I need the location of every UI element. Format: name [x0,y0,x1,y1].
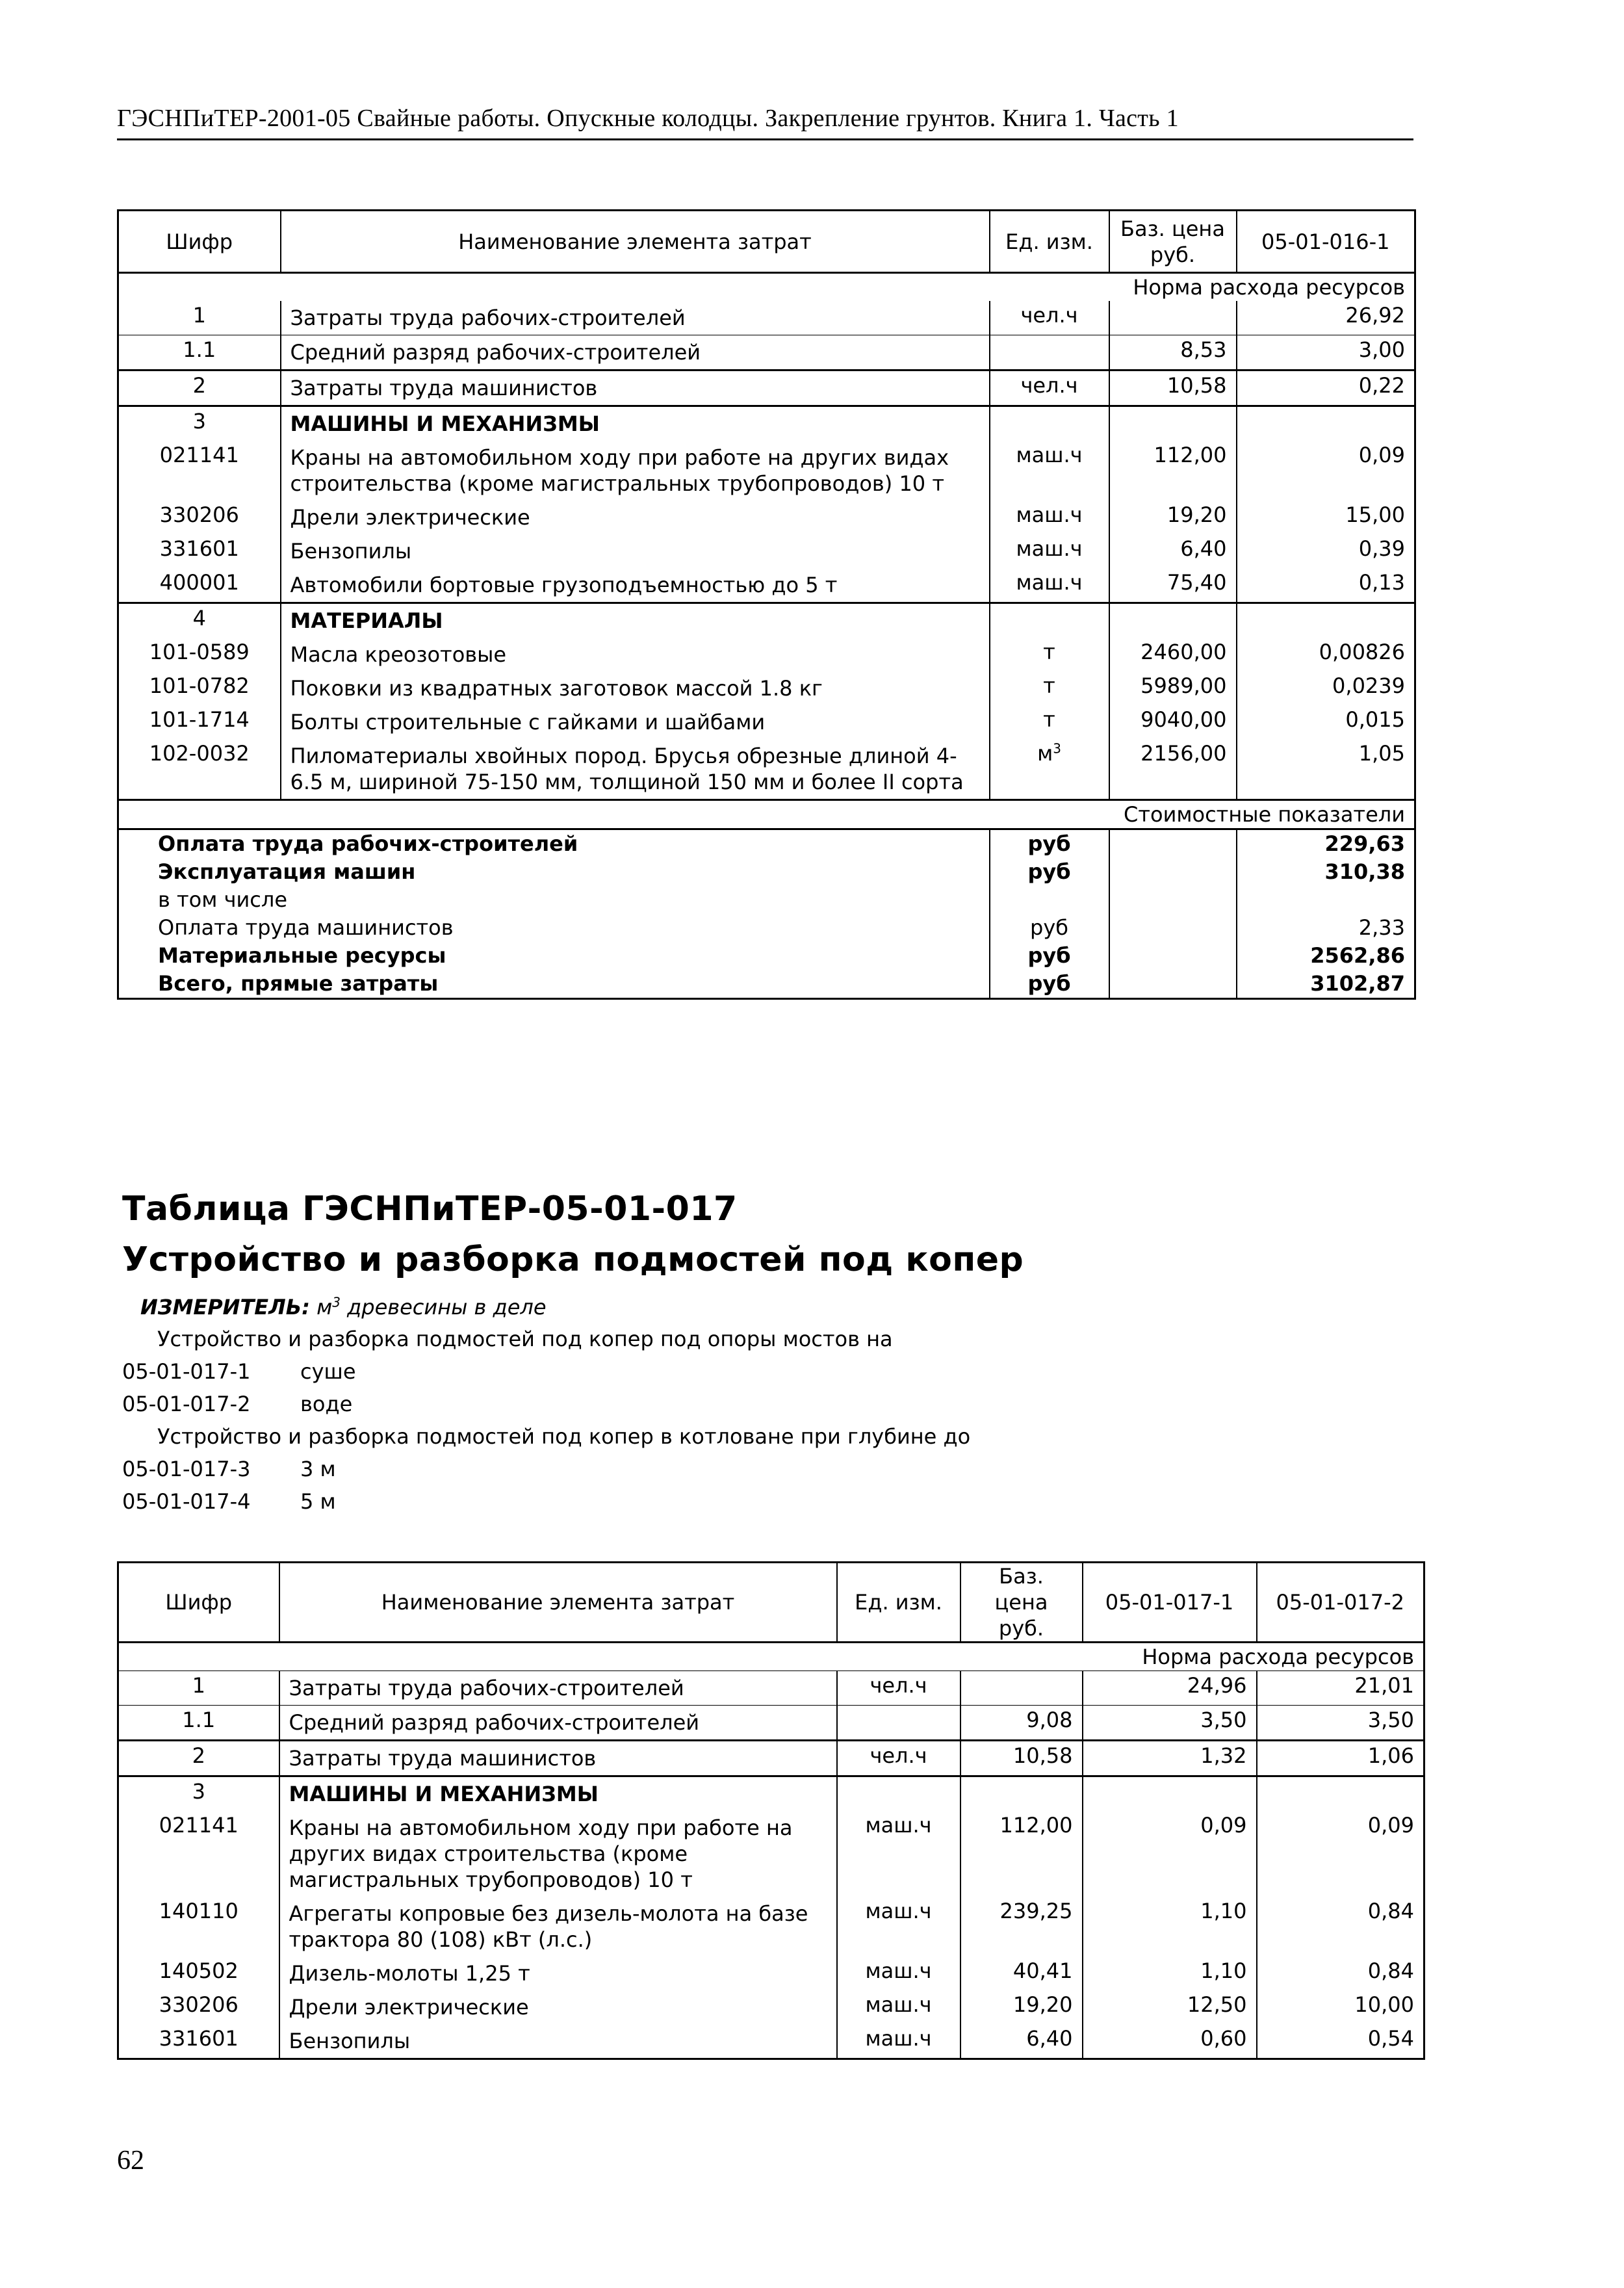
unit-sup: 3 [1053,740,1061,757]
row-name: Дизель-молоты 1,25 т [279,1956,837,1990]
row-unit: чел.ч [837,1671,960,1706]
row-name: Краны на автомобильном ходу при работе на других видах строительства (кроме магистральных трубопроводов) 10 т [279,1811,837,1897]
table-header-row [118,1563,1424,1643]
row-value-1: 12,50 [1083,1990,1257,2024]
cost-price [1109,914,1237,942]
row-price: 10,58 [1109,370,1237,406]
unit-text: т [1043,673,1055,698]
row-code: 021141 [159,1813,238,1838]
row-name: Автомобили бортовые грузоподъемностью до 5 т [281,568,990,603]
row-value [1237,406,1415,441]
cost-value [1237,886,1415,914]
row-code: 2 [118,1741,279,1776]
cost-unit: руб [990,829,1109,859]
row-code: 140502 [159,1958,238,1983]
norm-table-05-01-017 [117,1561,1425,2060]
row-unit [990,370,1109,406]
row-code: 101-0589 [149,640,250,664]
row-unit [990,705,1109,739]
row-value: 15,00 [1237,500,1415,534]
row-price: 112,00 [1109,441,1237,500]
unit-text: т [1043,640,1055,664]
cost-unit: руб [990,970,1109,999]
row-price: 6,40 [960,2024,1083,2059]
row-code: 330206 [159,502,239,527]
row-code: 400001 [159,570,239,595]
row-code: 330206 [159,1992,238,2017]
cost-value: 3102,87 [1237,970,1415,999]
cost-row [118,858,1415,886]
row-code: 102-0032 [149,741,250,766]
row-code: 331601 [118,2024,279,2059]
unit-text: маш.ч [1016,443,1083,467]
col-code-header: Шифр [118,1563,279,1643]
unit-text: чел.ч [1020,303,1078,328]
table-row [118,568,1415,603]
cost-value: 2,33 [1237,914,1415,942]
row-unit [990,500,1109,534]
row-name: Затраты труда рабочих-строителей [281,301,990,335]
cost-name: Материальные ресурсы [158,943,446,968]
item-code: 05-01-017-4 [122,1489,251,1514]
norms-label-row [118,1643,1424,1671]
table-row [118,500,1415,534]
row-code: 101-0782 [149,673,250,698]
col-norm2-header: 05-01-017-2 [1257,1563,1424,1643]
row-value-1: 3,50 [1083,1706,1257,1741]
row-value-2: 0,84 [1257,1897,1424,1956]
table-row [118,739,1415,800]
col-price-header: Баз. цена руб. [1109,211,1237,273]
row-value-1: 0,09 [1083,1811,1257,1897]
row-unit [990,406,1109,441]
item-code: 05-01-017-1 [122,1359,251,1384]
row-code: 2 [118,370,281,406]
measure-label: ИЗМЕРИТЕЛЬ: [140,1295,310,1320]
row-price: 40,41 [960,1956,1083,1990]
measure-rest: древесины в деле [347,1295,547,1320]
row-value-1: 1,10 [1083,1956,1257,1990]
cost-price [1109,970,1237,999]
row-value: 0,39 [1237,534,1415,568]
unit-text: маш.ч [1016,536,1083,561]
col-unit-header: Ед. изм. [990,211,1109,273]
table-row [118,1990,1424,2024]
row-code: 3 [118,1776,279,1812]
cost-price [1109,858,1237,886]
table-row [118,1811,1424,1897]
row-price [1109,603,1237,638]
row-unit [837,1706,960,1741]
row-value: 1,05 [1237,739,1415,800]
cost-unit: руб [990,914,1109,942]
table-body [118,301,1415,800]
table-row [118,671,1415,705]
table-row [118,441,1415,500]
row-unit: маш.ч [837,1956,960,1990]
row-unit [990,301,1109,335]
cost-row [118,829,1415,859]
table-title: Таблица ГЭСНПиТЕР-05-01-017 [122,1190,738,1228]
row-unit [990,534,1109,568]
unit-text: чел.ч [1020,373,1078,398]
cost-price [1109,829,1237,859]
col-norm1-header: 05-01-017-1 [1083,1563,1257,1643]
table-row [118,301,1415,335]
row-unit [990,739,1109,800]
row-price: 9,08 [960,1706,1083,1741]
cost-row [118,942,1415,970]
row-value: 0,015 [1237,705,1415,739]
row-code: 1.1 [118,335,281,370]
table-row [118,534,1415,568]
row-price: 10,58 [960,1741,1083,1776]
cost-value: 2562,86 [1237,942,1415,970]
row-code: 1.1 [118,1706,279,1741]
measure-sup: 3 [332,1294,341,1310]
table-row [118,638,1415,671]
table-header-row [118,211,1415,273]
cost-unit: руб [990,942,1109,970]
cost-row [118,970,1415,999]
cost-unit: руб [990,858,1109,886]
group1-text: Устройство и разборка подмостей под копер под опоры мостов на [157,1327,893,1351]
cost-row [118,886,1415,914]
row-price: 2156,00 [1109,739,1237,800]
table-row [118,603,1415,638]
table-row [118,370,1415,406]
row-unit [837,1776,960,1812]
item-code: 05-01-017-3 [122,1457,251,1481]
row-name: Поковки из квадратных заготовок массой 1.8 кг [281,671,990,705]
row-value: 26,92 [1237,301,1415,335]
row-name: Пиломатериалы хвойных пород. Брусья обрезные длиной 4-6.5 м, шириной 75-150 мм, толщиной 150 мм и более II сорта [281,739,990,800]
row-price [960,1671,1083,1706]
norms-label: Норма расхода ресурсов [1133,275,1405,300]
group2-text: Устройство и разборка подмостей под копер в котловане при глубине до [157,1424,971,1449]
row-value [1237,603,1415,638]
table-row [118,1897,1424,1956]
unit-text: маш.ч [1016,570,1083,595]
row-name: Бензопилы [281,534,990,568]
measure-line [140,1295,547,1320]
page-number: 62 [117,2146,144,2176]
row-code: 331601 [159,536,239,561]
item-text: 3 м [300,1457,336,1481]
row-unit: маш.ч [837,1811,960,1897]
row-value-2: 0,54 [1257,2024,1424,2059]
row-unit: маш.ч [837,2024,960,2059]
table-row [118,1741,1424,1776]
row-value-1: 1,10 [1083,1897,1257,1956]
col-name-header: Наименование элемента затрат [279,1563,837,1643]
row-name: Затраты труда машинистов [279,1741,837,1776]
row-value: 0,09 [1237,441,1415,500]
row-value: 0,13 [1237,568,1415,603]
col-norm-header: 05-01-016-1 [1237,211,1415,273]
row-value-1: 1,32 [1083,1741,1257,1776]
row-name: Дрели электрические [281,500,990,534]
row-unit [990,671,1109,705]
row-unit [990,441,1109,500]
row-value-2: 10,00 [1257,1990,1424,2024]
row-value-2: 0,84 [1257,1956,1424,1990]
table-row [118,1706,1424,1741]
row-unit: маш.ч [837,1897,960,1956]
row-code: 4 [118,603,281,638]
row-value-2: 1,06 [1257,1741,1424,1776]
row-price: 239,25 [960,1897,1083,1956]
row-name: Затраты труда рабочих-строителей [279,1671,837,1706]
row-code: 3 [118,406,281,441]
row-value: 0,00826 [1237,638,1415,671]
row-value: 0,0239 [1237,671,1415,705]
cost-unit [990,886,1109,914]
row-name: Агрегаты копровые без дизель-молота на базе трактора 80 (108) кВт (л.с.) [279,1897,837,1956]
row-value-2 [1257,1776,1424,1812]
item-code: 05-01-017-2 [122,1392,251,1416]
row-code: 101-1714 [149,707,250,732]
cost-price [1109,886,1237,914]
row-value-1 [1083,1776,1257,1812]
running-header: ГЭСНПиТЕР-2001-05 Свайные работы. Опускные колодцы. Закрепление грунтов. Книга 1. Часть 1 [117,105,1179,132]
item-text: 5 м [300,1489,336,1514]
unit-text: т [1043,707,1055,732]
row-value: 3,00 [1237,335,1415,370]
row-name: Средний разряд рабочих-строителей [281,335,990,370]
row-price: 6,40 [1109,534,1237,568]
cost-label-row [118,800,1415,829]
row-unit [990,568,1109,603]
norm-table-05-01-016 [117,209,1416,1000]
row-unit: маш.ч [837,1990,960,2024]
cost-name: Всего, прямые затраты [118,970,990,999]
row-value-2: 3,50 [1257,1706,1424,1741]
row-name: Дрели электрические [279,1990,837,2024]
row-price: 8,53 [1109,335,1237,370]
row-unit [990,335,1109,370]
table-row [118,1956,1424,1990]
row-code: 140110 [159,1899,238,1923]
table-row [118,1776,1424,1812]
row-value-1: 24,96 [1083,1671,1257,1706]
item-text: воде [300,1392,353,1416]
row-unit: чел.ч [837,1741,960,1776]
row-price: 19,20 [960,1990,1083,2024]
col-price-header: Баз. цена руб. [960,1563,1083,1643]
row-price: 112,00 [960,1811,1083,1897]
col-code-header: Шифр [118,211,281,273]
cost-label: Стоимостные показатели [118,800,1415,829]
row-value-2: 21,01 [1257,1671,1424,1706]
row-name: МАТЕРИАЛЫ [281,603,990,638]
cost-price [1109,942,1237,970]
col-name-header: Наименование элемента затрат [281,211,990,273]
cost-body [118,829,1415,999]
unit-text: маш.ч [1016,502,1083,527]
cost-value: 310,38 [1237,858,1415,886]
row-name: МАШИНЫ И МЕХАНИЗМЫ [279,1776,837,1812]
cost-value: 229,63 [1237,829,1415,859]
cost-name: Эксплуатация машин [158,859,416,884]
table-row [118,2024,1424,2059]
table-row [118,406,1415,441]
cost-name: в том числе [158,887,287,912]
row-name: Затраты труда машинистов [281,370,990,406]
row-unit [990,603,1109,638]
col-unit-header: Ед. изм. [837,1563,960,1643]
row-name: Средний разряд рабочих-строителей [279,1706,837,1741]
row-value: 0,22 [1237,370,1415,406]
row-price [1109,301,1237,335]
unit-text: м [1037,741,1053,766]
row-price: 19,20 [1109,500,1237,534]
row-value-2: 0,09 [1257,1811,1424,1897]
row-price: 75,40 [1109,568,1237,603]
cost-name: Оплата труда рабочих-строителей [118,829,990,859]
row-price: 5989,00 [1109,671,1237,705]
cost-row [118,914,1415,942]
row-unit [990,638,1109,671]
measure-unit: м [316,1295,333,1320]
norms-label: Норма расхода ресурсов [1142,1644,1414,1669]
table-body [118,1671,1424,2059]
norms-label-row [118,273,1415,302]
row-code: 1 [118,1671,279,1706]
row-price: 9040,00 [1109,705,1237,739]
row-code: 021141 [159,443,239,467]
row-code: 1 [192,303,206,328]
row-price [1109,406,1237,441]
row-name: Бензопилы [279,2024,837,2059]
row-name: Масла креозотовые [281,638,990,671]
row-price [960,1776,1083,1812]
row-name: Болты строительные с гайками и шайбами [281,705,990,739]
table-row [118,1671,1424,1706]
cost-name: Оплата труда машинистов [158,915,454,940]
row-name: МАШИНЫ И МЕХАНИЗМЫ [281,406,990,441]
header-rule [117,138,1413,140]
table-row [118,335,1415,370]
item-text: суше [300,1359,356,1384]
row-name: Краны на автомобильном ходу при работе на других видах строительства (кроме магистральных трубопроводов) 10 т [281,441,990,500]
table-subtitle: Устройство и разборка подмостей под копер [122,1240,1024,1279]
row-value-1: 0,60 [1083,2024,1257,2059]
row-price: 2460,00 [1109,638,1237,671]
table-row [118,705,1415,739]
